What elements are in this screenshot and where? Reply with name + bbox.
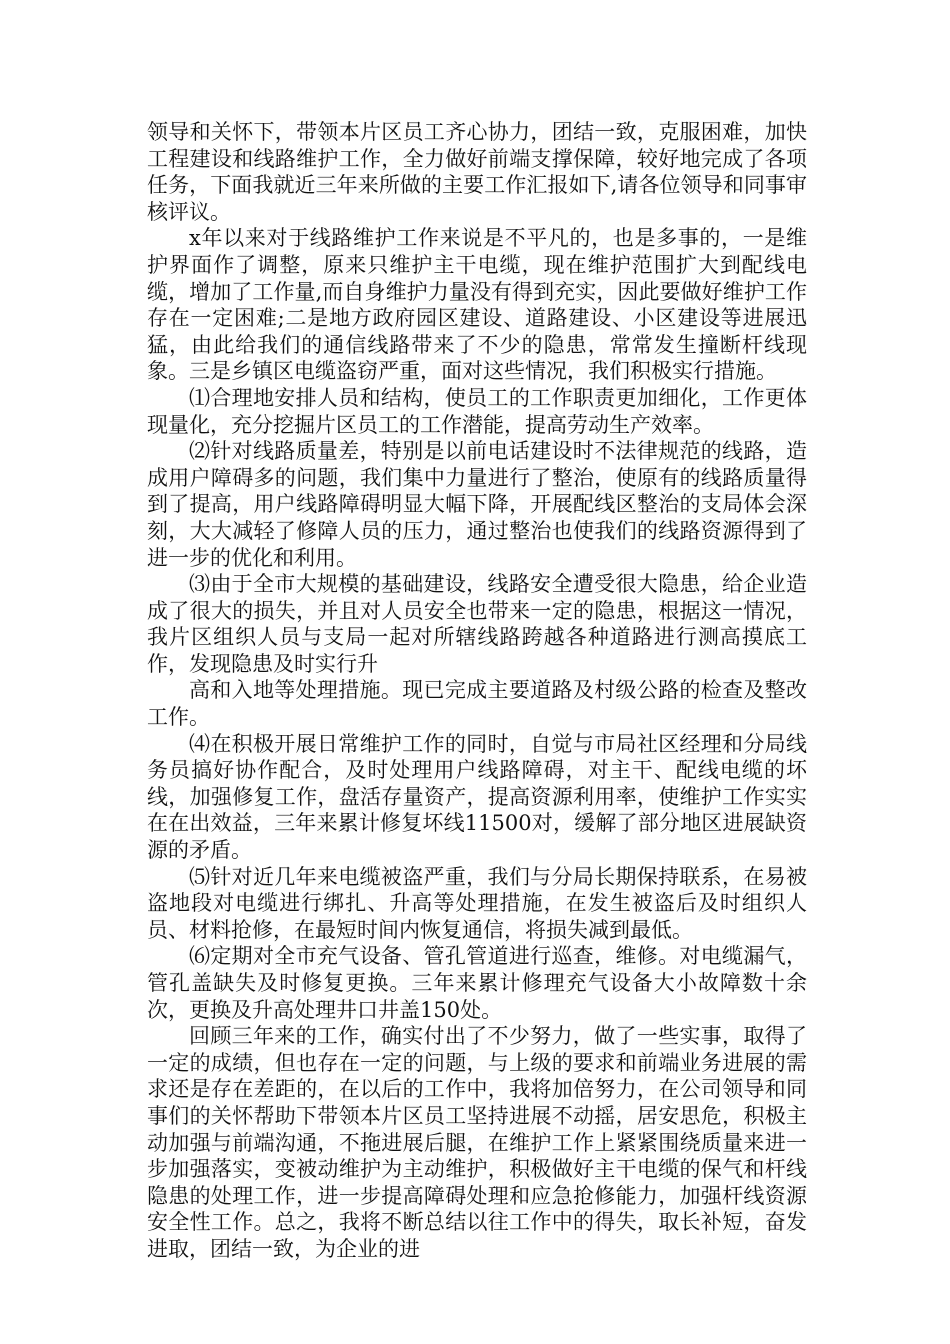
paragraph-item-1: ⑴合理地安排人员和结构，使员工的工作职责更加细化，工作更体现量化，充分挖掘片区员工的工作潜能，提高劳动生产效率。 [147, 385, 807, 437]
document-body [147, 119, 807, 1263]
paragraph-review: 回顾三年来的工作，确实付出了不少努力，做了一些实事，取得了一定的成绩，但也存在一定的问题，与上级的要求和前端业务进展的需求还是存在差距的，在以后的工作中，我将加倍努力，在公司领导和同事们的关怀帮助下带领本片区员工坚持进展不动摇，居安思危，积极主动加强与前端沟通，不拖进展后腿，在维护工作上紧紧围绕质量来进一步加强落实，变被动维护为主动维护，积极做好主干电缆的保气和杆线隐患的处理工作，进一步提高障碍处理和应急抢修能力，加强杆线资源安全性工作。总之，我将不断总结以往工作中的得失，取长补短，奋发进取，团结一致，为企业的进 [147, 1024, 807, 1261]
paragraph-item-4: ⑷在积极开展日常维护工作的同时，自觉与市局社区经理和分局线务员搞好协作配合，及时处理用户线路障碍，对主干、配线电缆的坏线，加强修复工作，盘活存量资产，提高资源利用率，使维护工作实实在在出效益，三年来累计修复坏线11500对，缓解了部分地区进展缺资源的矛盾。 [147, 731, 807, 863]
paragraph-item-5: ⑸针对近几年来电缆被盗严重，我们与分局长期保持联系，在易被盗地段对电缆进行绑扎、升高等处理措施，在发生被盗后及时组织人员、材料抢修，在最短时间内恢复通信，将损失减到最低。 [147, 864, 807, 942]
paragraph-item-3-continued: 高和入地等处理措施。现已完成主要道路及村级公路的检查及整改工作。 [147, 678, 807, 730]
paragraph-item-3: ⑶由于全市大规模的基础建设，线路安全遭受很大隐患，给企业造成了很大的损失，并且对人员安全也带来一定的隐患，根据这一情况，我片区组织人员与支局一起对所辖线路跨越各种道路进行测高摸底工作，发现隐患及时实行升 [147, 572, 807, 676]
paragraph-overview: x年以来对于线路维护工作来说是不平凡的，也是多事的，一是维护界面作了调整，原来只维护主干电缆，现在维护范围扩大到配线电缆，增加了工作量,而自身维护力量没有得到充实，因此要做好维护工作存在一定困难;二是地方政府园区建设、道路建设、小区建设等进展迅猛，由此给我们的通信线路带来了不少的隐患，常常发生撞断杆线现象。三是乡镇区电缆盗窃严重，面对这些情况，我们积极实行措施。 [147, 226, 807, 384]
paragraph-intro: 领导和关怀下，带领本片区员工齐心协力，团结一致，克服困难，加快工程建设和线路维护工作，全力做好前端支撑保障，较好地完成了各项任务，下面我就近三年来所做的主要工作汇报如下,请各位领导和同事审核评议。 [147, 120, 807, 224]
paragraph-item-6: ⑹定期对全市充气设备、管孔管道进行巡查，维修。对电缆漏气，管孔盖缺失及时修复更换。三年来累计修理充气设备大小故障数十余次，更换及升高处理井口井盖150处。 [147, 944, 807, 1022]
paragraph-item-2: ⑵针对线路质量差，特别是以前电话建设时不法律规范的线路，造成用户障碍多的问题，我们集中力量进行了整治，使原有的线路质量得到了提高，用户线路障碍明显大幅下降，开展配线区整治的支局体会深刻，大大减轻了修障人员的压力，通过整治也使我们的线路资源得到了进一步的优化和利用。 [147, 439, 807, 570]
